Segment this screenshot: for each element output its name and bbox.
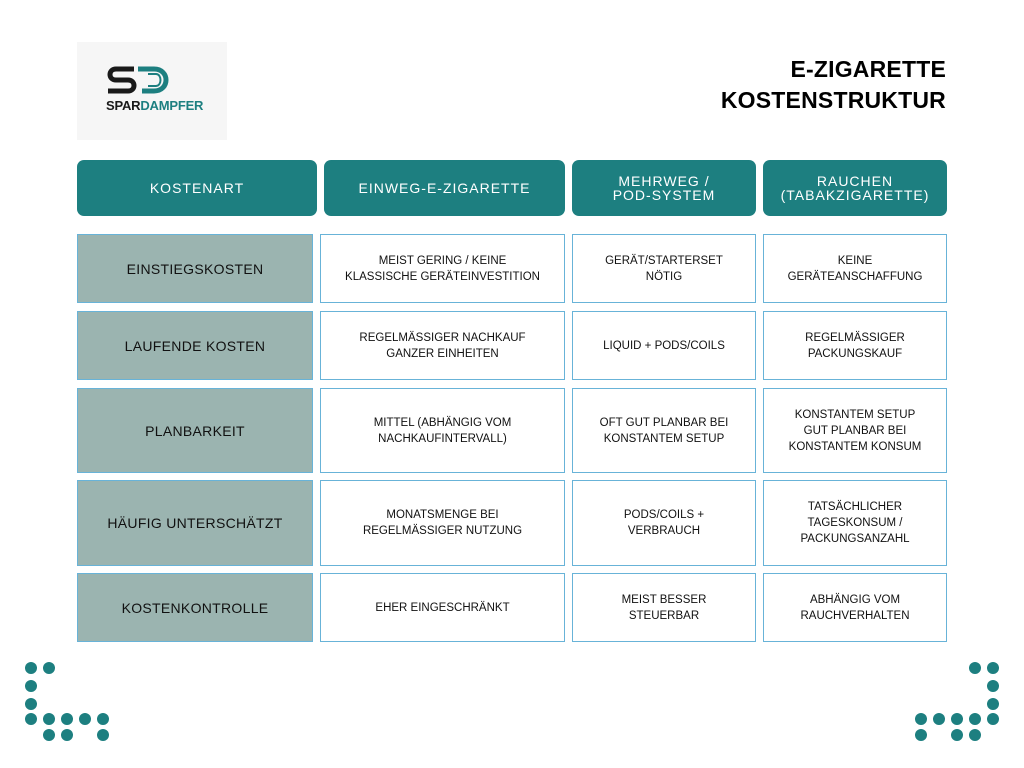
dot-icon [915,729,927,741]
dot-icon [969,729,981,741]
header-mehrweg: MEHRWEG / POD-SYSTEM [572,160,756,216]
dot-icon [61,729,73,741]
cell-haeufig-unterschaetzt-einweg: MONATSMENGE BEI REGELMÄSSIGER NUTZUNG [320,480,565,566]
cell-kostenkontrolle-rauchen: ABHÄNGIG VOM RAUCHVERHALTEN [763,573,947,642]
dot-icon [987,698,999,710]
cell-einstiegskosten-mehrweg: GERÄT/STARTERSET NÖTIG [572,234,756,303]
dot-icon [987,713,999,725]
cell-haeufig-unterschaetzt-rauchen: TATSÄCHLICHER TAGESKONSUM / PACKUNGSANZAHL [763,480,947,566]
dot-icon [969,713,981,725]
cell-kostenkontrolle-mehrweg: MEIST BESSER STEUERBAR [572,573,756,642]
cell-haeufig-unterschaetzt-mehrweg: PODS/COILS + VERBRAUCH [572,480,756,566]
header-kostenart: KOSTENART [77,160,317,216]
dot-icon [43,729,55,741]
dot-icon [951,713,963,725]
header-rauchen: RAUCHEN (TABAKZIGARETTE) [763,160,947,216]
dot-icon [25,680,37,692]
dot-icon [969,662,981,674]
dot-icon [43,662,55,674]
dot-icon [25,713,37,725]
dot-icon [951,729,963,741]
row-label-kostenkontrolle: KOSTENKONTROLLE [77,573,313,642]
dot-icon [43,713,55,725]
row-label-einstiegskosten: EINSTIEGSKOSTEN [77,234,313,303]
dot-icon [97,729,109,741]
title-line-1: E-ZIGARETTE [790,56,946,82]
dot-icon [97,713,109,725]
title-line-2: KOSTENSTRUKTUR [720,87,946,113]
cell-laufende-kosten-einweg: REGELMÄSSIGER NACHKAUF GANZER EINHEITEN [320,311,565,380]
cell-planbarkeit-rauchen: KONSTANTEM SETUP GUT PLANBAR BEI KONSTANTEM KONSUM [763,388,947,473]
cell-einstiegskosten-rauchen: KEINE GERÄTEANSCHAFFUNG [763,234,947,303]
dot-icon [61,713,73,725]
row-label-laufende-kosten: LAUFENDE KOSTEN [77,311,313,380]
dot-icon [79,713,91,725]
dot-icon [987,680,999,692]
cell-einstiegskosten-einweg: MEIST GERING / KEINE KLASSISCHE GERÄTEINVESTITION [320,234,565,303]
cell-planbarkeit-mehrweg: OFT GUT PLANBAR BEI KONSTANTEM SETUP [572,388,756,473]
dot-icon [25,698,37,710]
row-label-planbarkeit: PLANBARKEIT [77,388,313,473]
dot-icon [933,713,945,725]
dot-icon [915,713,927,725]
brand-logo [77,42,227,140]
brand-wordmark: SPARDAMPFER [106,98,204,113]
dot-icon [987,662,999,674]
cell-kostenkontrolle-einweg: EHER EINGESCHRÄNKT [320,573,565,642]
page-title [721,54,946,116]
header-einweg: EINWEG-E-ZIGARETTE [324,160,565,216]
cell-planbarkeit-einweg: MITTEL (ABHÄNGIG VOM NACHKAUFINTERVALL) [320,388,565,473]
sd-logo-mark-icon [104,66,184,100]
cell-laufende-kosten-mehrweg: LIQUID + PODS/COILS [572,311,756,380]
dot-icon [25,662,37,674]
row-label-haeufig-unterschaetzt: HÄUFIG UNTERSCHÄTZT [77,480,313,566]
cell-laufende-kosten-rauchen: REGELMÄSSIGER PACKUNGSKAUF [763,311,947,380]
